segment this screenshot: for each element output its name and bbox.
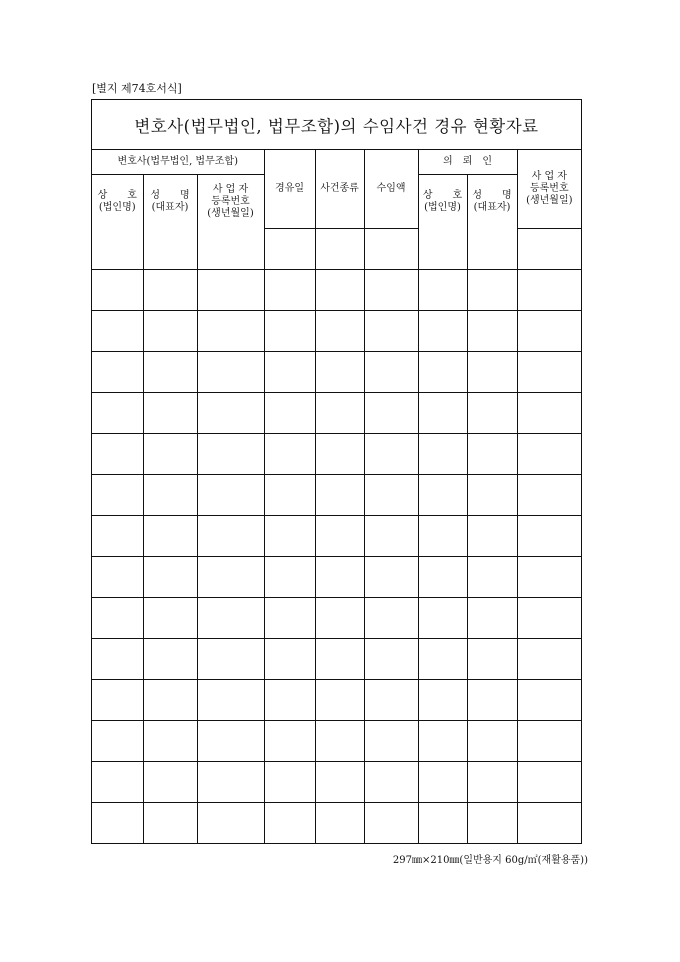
table-row [92,638,581,679]
table-cell[interactable] [92,761,143,802]
table-cell[interactable] [315,392,364,433]
table-cell[interactable] [517,474,581,515]
table-cell[interactable] [364,228,418,269]
lawyer-reg-line3: (생년월일) [207,207,254,219]
table-cell[interactable] [197,761,264,802]
table-cell[interactable] [143,597,197,638]
table-cell[interactable] [364,392,418,433]
table-cell[interactable] [143,433,197,474]
table-cell[interactable] [315,556,364,597]
table-cell[interactable] [264,310,315,351]
table-cell[interactable] [467,474,517,515]
client-reg-line3: (생년월일) [526,194,573,206]
table-cell[interactable] [143,679,197,720]
table-cell[interactable] [418,351,467,392]
table-row [92,474,581,515]
table-row [92,515,581,556]
table-cell[interactable] [467,556,517,597]
table-row [92,228,581,269]
table-cell[interactable] [197,392,264,433]
table-cell[interactable] [517,228,581,269]
table-cell[interactable] [418,638,467,679]
table-cell[interactable] [143,310,197,351]
table-row [92,433,581,474]
table-cell[interactable] [517,392,581,433]
table-cell[interactable] [92,679,143,720]
table-cell[interactable] [264,228,315,269]
table-cell[interactable] [418,802,467,843]
table-cell[interactable] [197,310,264,351]
paper-spec-note: 297㎜×210㎜(일반용지 60g/㎡(재활용품)) [392,855,588,866]
lawyer-trade-name-header [92,175,143,229]
table-cell[interactable] [92,638,143,679]
table-cell[interactable] [418,761,467,802]
table-cell[interactable] [364,720,418,761]
table-cell[interactable] [143,269,197,310]
table-cell[interactable] [197,433,264,474]
table-cell[interactable] [264,679,315,720]
lawyer-trade-name-line1: 상 호 [97,189,137,201]
table-cell[interactable] [92,802,143,843]
table-cell[interactable] [143,638,197,679]
table-cell[interactable] [517,556,581,597]
table-cell[interactable] [143,351,197,392]
table-cell[interactable] [418,556,467,597]
table-cell[interactable] [517,310,581,351]
client-name-header [467,175,517,229]
table-cell[interactable] [467,638,517,679]
table-cell[interactable] [315,351,364,392]
table-cell[interactable] [143,228,197,269]
case-type-header [315,150,364,228]
table-cell[interactable] [364,679,418,720]
table-cell[interactable] [264,802,315,843]
client-reg-line1: 사 업 자 [531,170,567,182]
form-number-label: [별지 제74호서식] [92,82,182,95]
table-cell[interactable] [264,474,315,515]
table-cell[interactable] [467,720,517,761]
report-form [91,99,582,844]
table-cell[interactable] [418,310,467,351]
table-cell[interactable] [143,474,197,515]
table-cell[interactable] [467,392,517,433]
client-reg-line2: 등록번호 [529,182,569,194]
fee-label: 수임액 [376,182,406,194]
fee-header [364,150,418,228]
table-cell[interactable] [364,433,418,474]
table-cell[interactable] [364,761,418,802]
table-cell[interactable] [364,597,418,638]
client-trade-name-line1: 상 호 [422,189,463,201]
table-cell[interactable] [364,638,418,679]
table-cell[interactable] [264,556,315,597]
table-cell[interactable] [92,720,143,761]
table-cell[interactable] [364,474,418,515]
lawyer-name-header [143,175,197,229]
table-cell[interactable] [143,392,197,433]
table-cell[interactable] [197,679,264,720]
table-cell[interactable] [315,638,364,679]
table-cell[interactable] [92,433,143,474]
table-cell[interactable] [418,720,467,761]
lawyer-name-line1: 성 명 [150,189,190,201]
table-cell[interactable] [264,720,315,761]
table-cell[interactable] [197,720,264,761]
table-cell[interactable] [517,802,581,843]
lawyer-group-label: 변호사(법무법인, 법무조합) [117,156,238,167]
table-cell[interactable] [197,228,264,269]
lawyer-reg-header [197,175,264,229]
table-cell[interactable] [364,556,418,597]
table-cell[interactable] [315,597,364,638]
table-cell[interactable] [315,310,364,351]
table-cell[interactable] [143,515,197,556]
table-cell[interactable] [418,679,467,720]
table-cell[interactable] [197,802,264,843]
table-cell[interactable] [467,761,517,802]
table-cell[interactable] [143,556,197,597]
table-cell[interactable] [315,474,364,515]
table-cell[interactable] [315,720,364,761]
table-cell[interactable] [92,556,143,597]
client-group-header [418,150,517,175]
table-cell[interactable] [315,515,364,556]
table-cell[interactable] [264,638,315,679]
table-cell[interactable] [364,802,418,843]
table-cell[interactable] [92,351,143,392]
table-cell[interactable] [143,802,197,843]
table-cell[interactable] [418,597,467,638]
table-cell[interactable] [197,638,264,679]
table-cell[interactable] [517,433,581,474]
table-cell[interactable] [197,597,264,638]
table-row [92,802,581,843]
table-cell[interactable] [517,269,581,310]
table-cell[interactable] [264,269,315,310]
table-cell[interactable] [517,679,581,720]
table-cell[interactable] [517,597,581,638]
table-cell[interactable] [418,474,467,515]
table-cell[interactable] [467,269,517,310]
case-table [92,150,581,843]
table-cell[interactable] [418,228,467,269]
client-name-line2: (대표자) [473,201,511,213]
table-cell[interactable] [364,310,418,351]
table-cell[interactable] [467,351,517,392]
table-cell[interactable] [92,474,143,515]
table-row [92,310,581,351]
table-cell[interactable] [315,269,364,310]
table-cell[interactable] [467,228,517,269]
table-cell[interactable] [197,269,264,310]
table-cell[interactable] [264,761,315,802]
table-cell[interactable] [467,597,517,638]
table-cell[interactable] [517,761,581,802]
table-cell[interactable] [264,351,315,392]
table-row [92,679,581,720]
via-date-label: 경유일 [275,182,305,194]
table-cell[interactable] [517,720,581,761]
table-cell[interactable] [197,351,264,392]
lawyer-group-header [92,150,264,175]
form-title: 변호사(법무법인, 법무조합)의 수임사건 경유 현황자료 [92,100,581,150]
case-type-label: 사건종류 [320,182,359,194]
table-row [92,556,581,597]
header-row-1 [92,150,581,175]
lawyer-reg-line2: 등록번호 [211,195,250,207]
table-cell[interactable] [264,392,315,433]
table-row [92,351,581,392]
table-cell[interactable] [364,515,418,556]
table-row [92,269,581,310]
table-body [92,228,581,843]
table-cell[interactable] [264,515,315,556]
client-group-label: 의 뢰 인 [443,156,493,167]
table-row [92,720,581,761]
table-cell[interactable] [418,433,467,474]
table-row [92,761,581,802]
lawyer-reg-line1: 사 업 자 [212,183,249,195]
table-cell[interactable] [315,802,364,843]
lawyer-name-line2: (대표자) [151,201,189,213]
table-cell[interactable] [467,802,517,843]
client-trade-name-header [418,175,467,229]
table-row [92,392,581,433]
table-cell[interactable] [418,515,467,556]
table-cell[interactable] [315,679,364,720]
table-cell[interactable] [517,515,581,556]
table-cell[interactable] [315,228,364,269]
table-cell[interactable] [364,269,418,310]
table-cell[interactable] [92,228,143,269]
client-reg-header [517,150,581,228]
table-cell[interactable] [364,351,418,392]
table-cell[interactable] [418,269,467,310]
table-cell[interactable] [467,310,517,351]
table-cell[interactable] [467,515,517,556]
table-cell[interactable] [197,474,264,515]
table-cell[interactable] [418,392,467,433]
table-cell[interactable] [467,433,517,474]
table-cell[interactable] [197,515,264,556]
table-cell[interactable] [92,310,143,351]
table-cell[interactable] [517,638,581,679]
table-cell[interactable] [92,269,143,310]
table-cell[interactable] [143,761,197,802]
table-cell[interactable] [467,679,517,720]
table-cell[interactable] [315,761,364,802]
client-trade-name-line2: (법인명) [424,201,461,213]
table-cell[interactable] [517,351,581,392]
table-cell[interactable] [92,597,143,638]
table-cell[interactable] [143,720,197,761]
via-date-header [264,150,315,228]
table-cell[interactable] [92,392,143,433]
client-name-line1: 성 명 [472,189,512,201]
table-cell[interactable] [92,515,143,556]
table-cell[interactable] [264,597,315,638]
lawyer-trade-name-line2: (법인명) [98,201,136,213]
table-cell[interactable] [264,433,315,474]
table-row [92,597,581,638]
table-cell[interactable] [197,556,264,597]
table-cell[interactable] [315,433,364,474]
